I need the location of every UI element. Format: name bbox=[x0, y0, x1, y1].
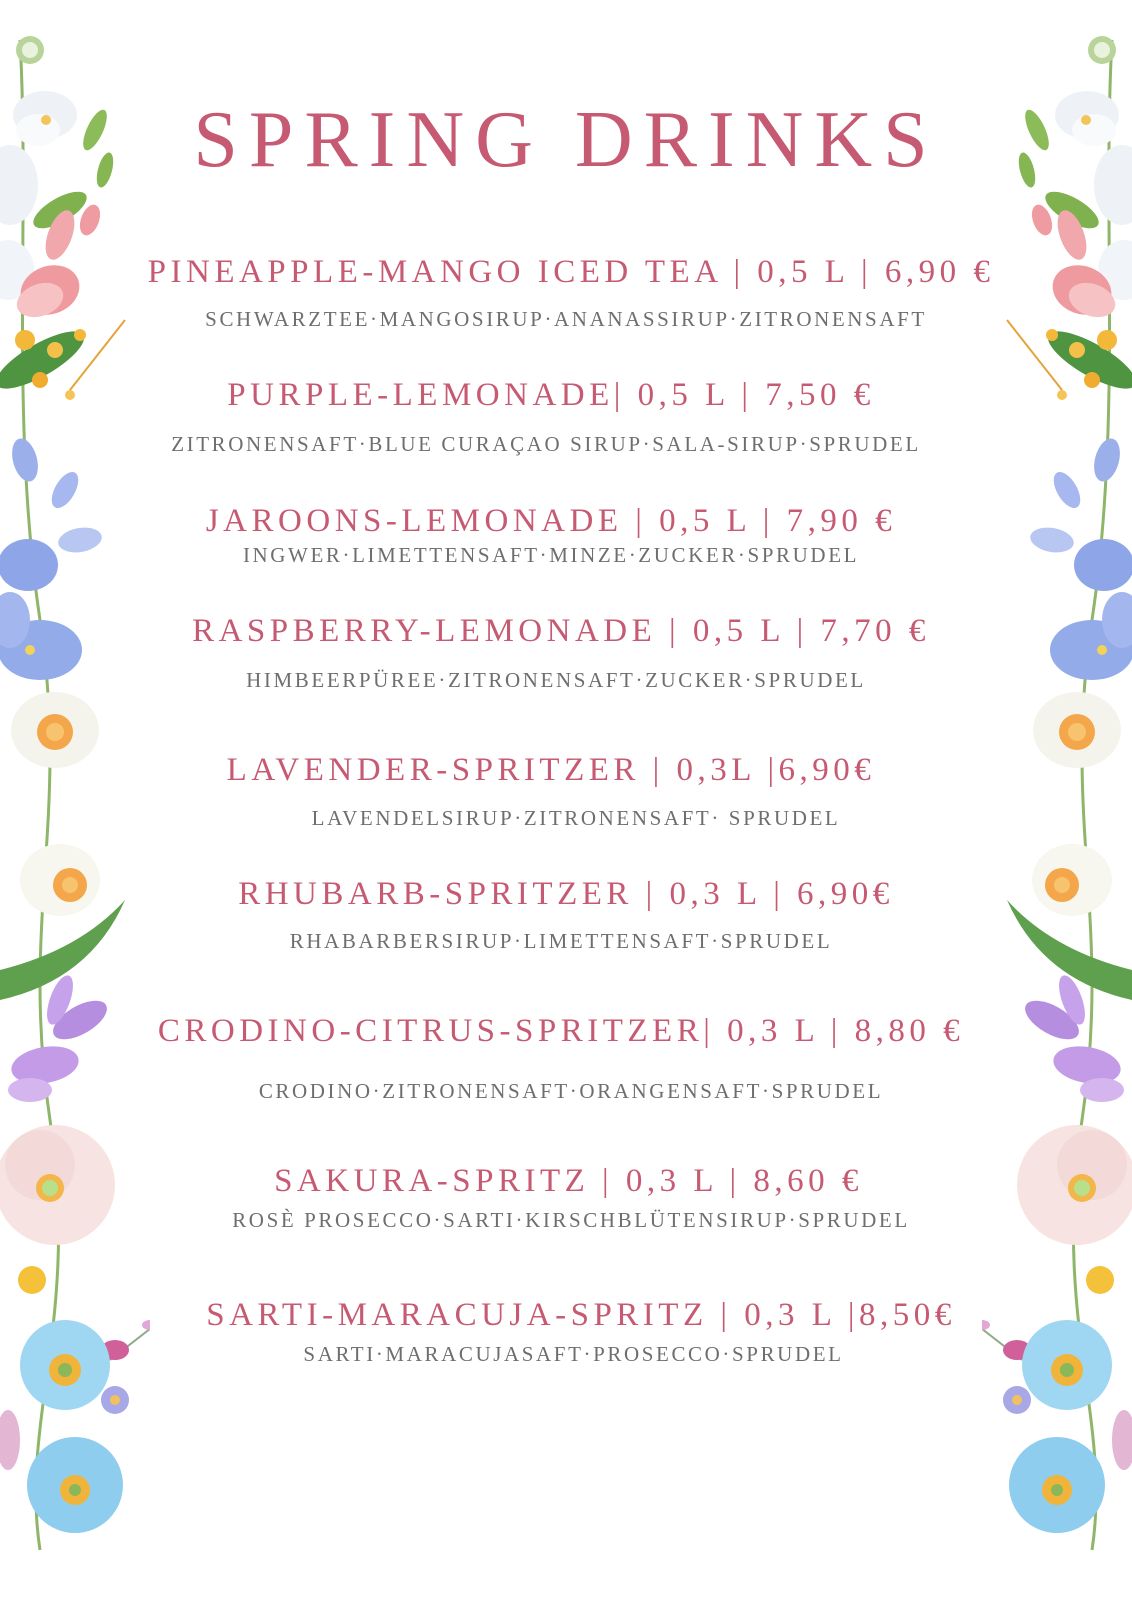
drink-ingredients: RHABARBERSIRUP·LIMETTENSAFT·SPRUDEL bbox=[289, 929, 833, 953]
drink-name-price: CRODINO-CITRUS-SPRITZER| 0,3 L | 8,80 € bbox=[157, 1013, 965, 1049]
drink-ingredients: INGWER·LIMETTENSAFT·MINZE·ZUCKER·SPRUDEL bbox=[242, 543, 860, 567]
drink-name-price: LAVENDER-SPRITZER | 0,3L |6,90€ bbox=[226, 752, 876, 788]
drink-name-price: JAROONS-LEMONADE | 0,5 L | 7,90 € bbox=[205, 503, 897, 539]
drink-ingredients: HIMBEERPÜREE·ZITRONENSAFT·ZUCKER·SPRUDEL bbox=[246, 668, 866, 692]
bud-icon bbox=[16, 36, 44, 64]
drink-name-price: PURPLE-LEMONADE| 0,5 L | 7,50 € bbox=[227, 377, 875, 413]
yellow-flower-icon bbox=[18, 1266, 46, 1294]
drink-name-price: SARTI-MARACUJA-SPRITZ | 0,3 L |8,50€ bbox=[206, 1297, 956, 1333]
yellow-flower-icon bbox=[1086, 1266, 1114, 1294]
drink-name-price: PINEAPPLE-MANGO ICED TEA | 0,5 L | 6,90 € bbox=[147, 254, 995, 290]
drink-ingredients: SARTI·MARACUJASAFT·PROSECCO·SPRUDEL bbox=[303, 1342, 844, 1366]
page-title: SPRING DRINKS bbox=[193, 96, 939, 184]
drink-ingredients: ZITRONENSAFT·BLUE CURAÇAO SIRUP·SALA-SIRUP·SPRUDEL bbox=[171, 432, 921, 456]
drink-name-price: RHUBARB-SPRITZER | 0,3 L | 6,90€ bbox=[238, 876, 894, 912]
drink-ingredients: ROSÈ PROSECCO·SARTI·KIRSCHBLÜTENSIRUP·SPRUDEL bbox=[232, 1208, 910, 1232]
drink-name-price: SAKURA-SPRITZ | 0,3 L | 8,60 € bbox=[274, 1163, 863, 1199]
drink-ingredients: SCHWARZTEE·MANGOSIRUP·ANANASSIRUP·ZITRONENSAFT bbox=[205, 307, 927, 331]
drink-name-price: RASPBERRY-LEMONADE | 0,5 L | 7,70 € bbox=[192, 613, 930, 649]
drink-ingredients: CRODINO·ZITRONENSAFT·ORANGENSAFT·SPRUDEL bbox=[258, 1079, 884, 1103]
drink-ingredients: LAVENDELSIRUP·ZITRONENSAFT· SPRUDEL bbox=[311, 806, 841, 830]
bud-icon bbox=[1088, 36, 1116, 64]
